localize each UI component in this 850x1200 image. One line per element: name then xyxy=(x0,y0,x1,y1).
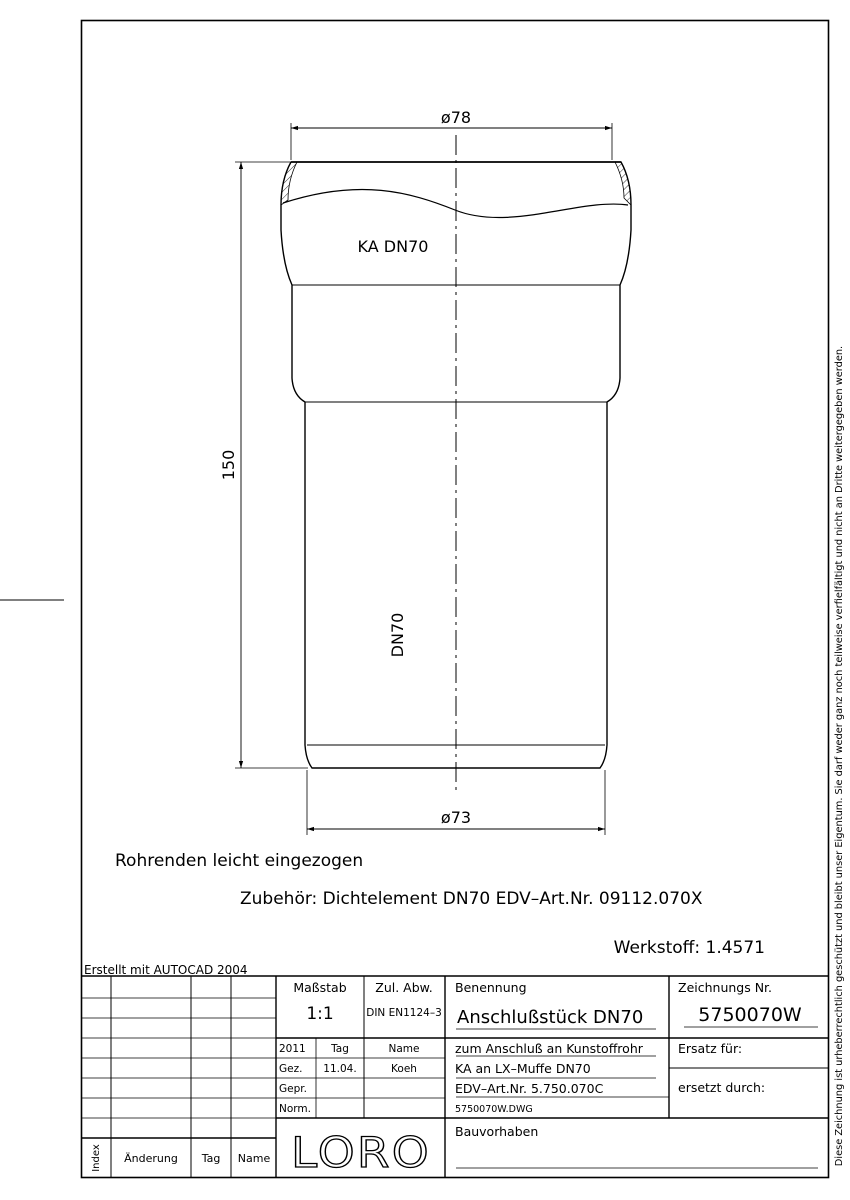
replaced-by-label: ersetzt durch: xyxy=(678,1080,766,1095)
drawing-number-label: Zeichnungs Nr. xyxy=(678,980,773,995)
designation-label: Benennung xyxy=(455,980,527,995)
description-line-2: KA an LX–Muffe DN70 xyxy=(455,1061,591,1076)
drawn-name: Koeh xyxy=(391,1063,417,1075)
dim-top-label: ø78 xyxy=(440,108,472,127)
revision-index-header: Index xyxy=(91,1144,102,1172)
revision-change-header: Änderung xyxy=(124,1152,178,1165)
project-label: Bauvorhaben xyxy=(455,1124,539,1139)
loro-logo: LORO xyxy=(291,1128,431,1177)
seal-hatch-left xyxy=(281,162,297,205)
drawing-number-value: 5750070W xyxy=(698,1004,802,1026)
tolerance-value: DIN EN1124–3 xyxy=(366,1007,442,1019)
designation-value: Anschlußstück DN70 xyxy=(457,1007,644,1028)
dimensions xyxy=(219,108,612,835)
tolerance-label: Zul. Abw. xyxy=(375,980,433,995)
revision-name-header: Name xyxy=(237,1152,271,1165)
description-line-4: 5750070W.DWG xyxy=(455,1104,533,1115)
description-line-1: zum Anschluß an Kunstoffrohr xyxy=(455,1041,643,1056)
year-value: 2011 xyxy=(279,1043,306,1055)
note-accessory: Zubehör: Dichtelement DN70 EDV–Art.Nr. 09112.070X xyxy=(240,889,703,909)
revision-day-header: Tag xyxy=(201,1152,221,1165)
copyright-note: Diese Zeichnung ist urheberrechtlich geschützt und bleibt unser Eigentum. Sie darf weder ganz noch teilweise verfielfältigt und nicht an Dritte weitergegeben werden. xyxy=(834,345,845,1167)
description-line-3: EDV–Art.Nr. 5.750.070C xyxy=(455,1081,604,1096)
drawn-label: Gez. xyxy=(279,1063,303,1075)
note-pipe-ends: Rohrenden leicht eingezogen xyxy=(115,851,364,871)
dim-height-label: 150 xyxy=(219,449,238,481)
scale-label: Maßstab xyxy=(293,980,347,995)
checked-label: Gepr. xyxy=(279,1083,307,1095)
day-header: Tag xyxy=(331,1043,349,1055)
pipe-label: DN70 xyxy=(388,612,407,658)
drawn-date: 11.04. xyxy=(323,1063,357,1075)
seal-hatch-right xyxy=(615,162,631,205)
dim-bottom-label: ø73 xyxy=(440,808,472,827)
norm-label: Norm. xyxy=(279,1103,311,1115)
socket-label: KA DN70 xyxy=(357,237,429,256)
name-header: Name xyxy=(388,1043,420,1055)
note-created-with: Erstellt mit AUTOCAD 2004 xyxy=(84,963,248,977)
note-material: Werkstoff: 1.4571 xyxy=(613,938,765,958)
fitting-outline xyxy=(281,135,631,790)
scale-value: 1:1 xyxy=(306,1004,334,1024)
replacement-label: Ersatz für: xyxy=(678,1041,743,1056)
